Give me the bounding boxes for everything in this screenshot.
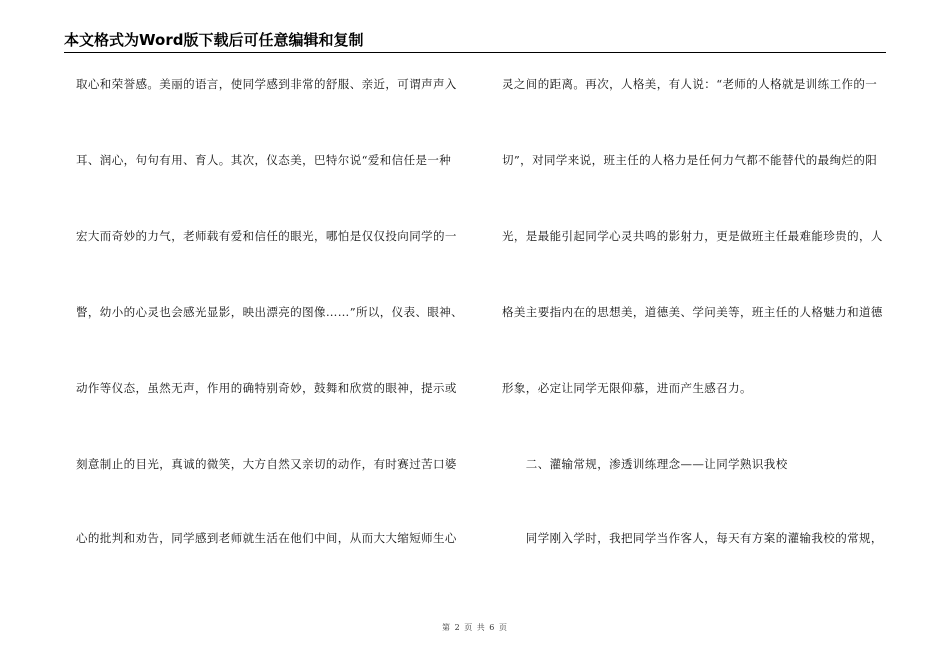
document-header: 本文格式为Word版下载后可任意编辑和复制 xyxy=(64,31,364,49)
paragraph-line: 切”，对同学来说，班主任的人格力是任何力气都不能替代的最绚烂的阳 xyxy=(502,153,878,167)
paragraph-line: 灵之间的距离。再次，人格美，有人说：“老师的人格就是训练工作的一 xyxy=(502,77,878,91)
paragraph-line: 形象，必定让同学无限仰慕，进而产生感召力。 xyxy=(502,381,752,395)
section-heading: 二、灌输常规，渗透训练理念——让同学熟识我校 xyxy=(502,457,788,471)
paragraph-line: 心的批判和劝告，同学感到老师就生活在他们中间，从而大大缩短师生心 xyxy=(76,531,457,545)
paragraph-line: 宏大而奇妙的力气，老师载有爱和信任的眼光，哪怕是仅仅投向同学的一 xyxy=(76,229,457,243)
paragraph-line: 瞥，幼小的心灵也会感光显影，映出漂亮的图像……”所以，仪表、眼神、 xyxy=(76,305,464,319)
page-number: 第 2 页 共 6 页 xyxy=(442,623,508,632)
paragraph-line: 取心和荣誉感。美丽的语言，使同学感到非常的舒服、亲近，可谓声声入 xyxy=(76,77,457,91)
header-divider xyxy=(64,52,886,53)
paragraph-line: 格美主要指内在的思想美，道德美、学问美等，班主任的人格魅力和道德 xyxy=(502,305,883,319)
paragraph-line: 光，是最能引起同学心灵共鸣的影射力，更是做班主任最难能珍贵的，人 xyxy=(502,229,883,243)
paragraph-line: 动作等仪态，虽然无声，作用的确特别奇妙，鼓舞和欣赏的眼神，提示或 xyxy=(76,381,457,395)
paragraph-line: 同学刚入学时，我把同学当作客人，每天有方案的灌输我校的常规， xyxy=(502,531,883,545)
paragraph-line: 刻意制止的目光，真诚的微笑，大方自然又亲切的动作，有时赛过苦口婆 xyxy=(76,457,457,471)
paragraph-line: 耳、润心，句句有用、育人。其次，仪态美，巴特尔说“爱和信任是一种 xyxy=(76,153,452,167)
